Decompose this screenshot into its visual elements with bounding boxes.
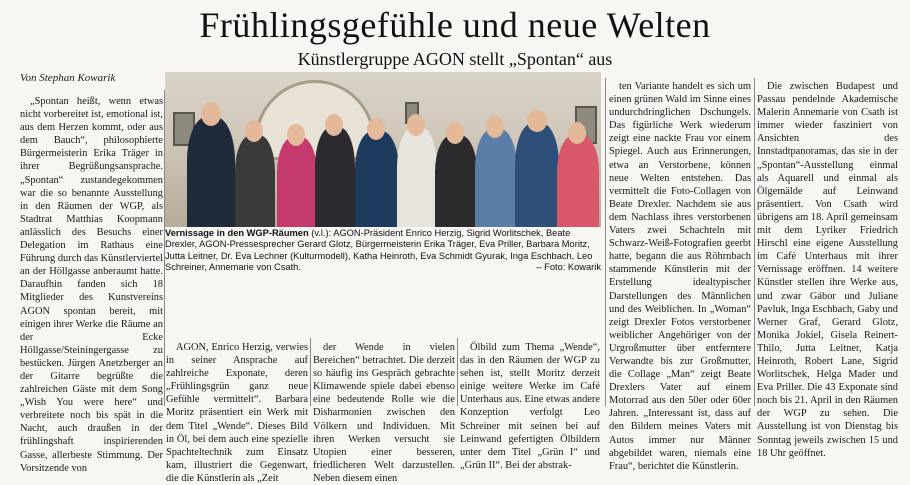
column-divider [310, 338, 311, 406]
photo-person [515, 123, 559, 227]
column-divider [457, 338, 458, 406]
column-6-text: Die zwischen Budapest und Passau pendelnde Akademische Malerin Annemarie von Csath ist immer wieder fasziniert von Ansichten des Innstadtpanoramas, das sie in der „Spontan“-Ausstellung einmal als Aquarell und einmal als Ölgemälde auf Leinwand präsentiert. Von Csath wird übrigens am 18. April gemeinsam mit dem Lyriker Friedrich Hirschl eine eigene Ausstellung im Café Unterhaus mit ihrer Vernissage eröffnen. 14 weitere Künstler stellen ihre Werke aus, und zwar Gábor und Juliane Pavluk, Inga Eschbach, Gaby und Werner Graf, Gerard Glotz, Monika Jokiel, Gisela Reinert-Thilo, Jutta Leitner, Katja Heinroth, Robert Lane, Sigrid Worlitschek, Helga Mader und Eva Priller. Die 43 Exponate sind noch bis 21. April in den Räumen der WGP zu sehen. Die Ausstellung ist von Dienstag bis Sonntag jeweils zwischen 15 und 18 Uhr geöffnet. [757, 81, 898, 459]
column-5-text: ten Variante handelt es sich um einen grünen Wald im Sinne eines undurchdringlichen Dschungels. Das figürliche Werk wiederum zeigt eine nackte Frau vor einem Spiegel. Auch aus Erinnerungen, etwa an Verstorbene, können neue Welten entstehen. Das vermittelt die Foto-Collagen von Beate Drexler. Nachdem sie aus dem Nachlass ihres verstorbenen Vaters zwei Schachteln mit Schwarz-Weiß-Fotografien geerbt hatte, begann die aus Röhrnbach stammende Künstlerin mit der Erstellung idealtypischer Darstellungen des Männlichen und des Weiblichen. In „Woman“ zeigt Drexler Fotos verstorbener weiblicher Angehöriger von der Urgroßmutter über entferntere Verwandte bis zur Großmutter, die Collage „Man“ zeigt Beate Drexlers Vater auf einem Motorrad aus den 50er oder 60er Jahren. „Interessant ist, dass auf den Bildern meines Vaters mit Autos immer nur Männer abgebildet waren, niemals eine Frau“, berichtet die Künstlerin. [609, 81, 751, 472]
article-column-6 [757, 80, 898, 459]
photo-person [435, 135, 477, 227]
column-divider [164, 90, 165, 406]
photo-person [277, 137, 317, 227]
photo-person-head [245, 120, 263, 142]
article-column-2 [166, 341, 308, 484]
photo-person [315, 127, 355, 227]
photo-person [235, 135, 275, 227]
column-divider [754, 78, 755, 406]
photo-person-head [325, 114, 343, 136]
photo-caption [165, 228, 601, 274]
photo-person-head [527, 110, 547, 132]
caption-title: Vernissage in den WGP-Räumen [165, 228, 309, 238]
photo-person-head [568, 122, 586, 144]
photo-person [475, 129, 517, 227]
photo-person-head [287, 124, 305, 146]
photo-person-head [446, 122, 464, 144]
article-column-5 [609, 80, 751, 472]
caption-names: (v.l.): AGON-Präsident Enrico Herzig, Sigrid Worlitschek, Beate Drexler, AGON-Pressesprecher Gerard Glotz, Bürgermeisterin Erika Träger, Eva Priller, Barbara Moritz, Jutta Leitner, Dr. Eva Lechner (Kulturmodell), Katha Heinroth, Eva Schmidt Gyurak, Inga Eschbach, Leo Schreiner, Annemarie von Csath. [165, 228, 593, 273]
byline: Von Stephan Kowarik [20, 72, 116, 84]
headline: Frühlingsgefühle und neue Welten [199, 5, 711, 45]
photo-person-head [367, 118, 385, 140]
photo-person-head [201, 102, 221, 126]
photo-person-head [486, 116, 504, 138]
article-column-3 [313, 341, 455, 484]
subheadline: Künstlergruppe AGON stellt „Spontan“ aus [297, 49, 613, 69]
photo-person-head [407, 114, 425, 136]
column-3-text: der Wende in vielen Bereichen“ betrachtet. Die derzeit so häufig ins Gespräch gebrachte Klimawende spiele dabei ebenso eine bedeutende Rolle wie die Disharmonien zwischen den Völkern und Individuen. Mit ihren Werken versucht sie Utopien einer besseren, friedlicheren Welt darzustellen. Neben diesem einen [313, 342, 455, 484]
photo-person [557, 135, 599, 227]
photo-person [397, 127, 437, 227]
photo-person [187, 117, 235, 227]
column-1-text: „Spontan heißt, wenn etwas nicht vorbereitet ist, emotional ist, aus dem Herzen kommt, oder aus dem Bauch“, philosophierte Bürgermeisterin Erika Träger in ihrer Begrüßungsansprache. „Spontan“ zustandegekommen war die so benannte Ausstellung in den Räumen der WGP, als Stadtrat Matthias Koopmann anlässlich des Besuchs einer Delegation im Rathaus eine Führung durch das Künstlerviertel an der Höllgasse anberaumt hatte. Daraufhin fanden sich 18 Mitglieder des Kunstvereins AGON spontan bereit, mit einigen ihrer Werke die Räume an der Ecke Höllgasse/Steiningergasse zu bestücken. Jürgen Anetzberger an der Gitarre begrüßte die zahlreichen Gäste mit dem Song „Wish You were here“ und verbreitete noch bis spät in die Nacht, auch draußen in der frühlingshaft inspirierenden Gasse, allerbeste Stimmung. Der Vorsitzende von [20, 96, 163, 474]
photo-credit: – Foto: Kowarik [536, 262, 601, 273]
article-column-4 [460, 341, 600, 471]
article-column-1 [20, 95, 163, 474]
column-divider [605, 78, 606, 406]
group-photo [165, 72, 601, 227]
column-4-text: Ölbild zum Thema „Wende“, das in den Räumen der WGP zu sehen ist, stellt Moritz derzeit einige weitere Werke im Café Unterhaus aus. Eine etwas andere Konzeption verfolgt Leo Schreiner mit seinen bei auf Leinwand gefertigten Ölbildern unter dem Titel „Grün I“ und „Grün II“. Bei der abstrak- [460, 342, 600, 471]
photo-person [355, 131, 399, 227]
column-2-text: AGON, Enrico Herzig, verwies in seiner Ansprache auf zahlreiche Exponate, deren „Frühlingsgrün ganz neue Gefühle vermittelt“. Barbara Moritz präsentiert ein Werk mit dem Titel „Wende“. Dieses Bild in Öl, bei dem auch eine spezielle Spachteltechnik zum Einsatz kam, illustriert die Gegenwart, die die Künstlerin als „Zeit [166, 342, 308, 484]
